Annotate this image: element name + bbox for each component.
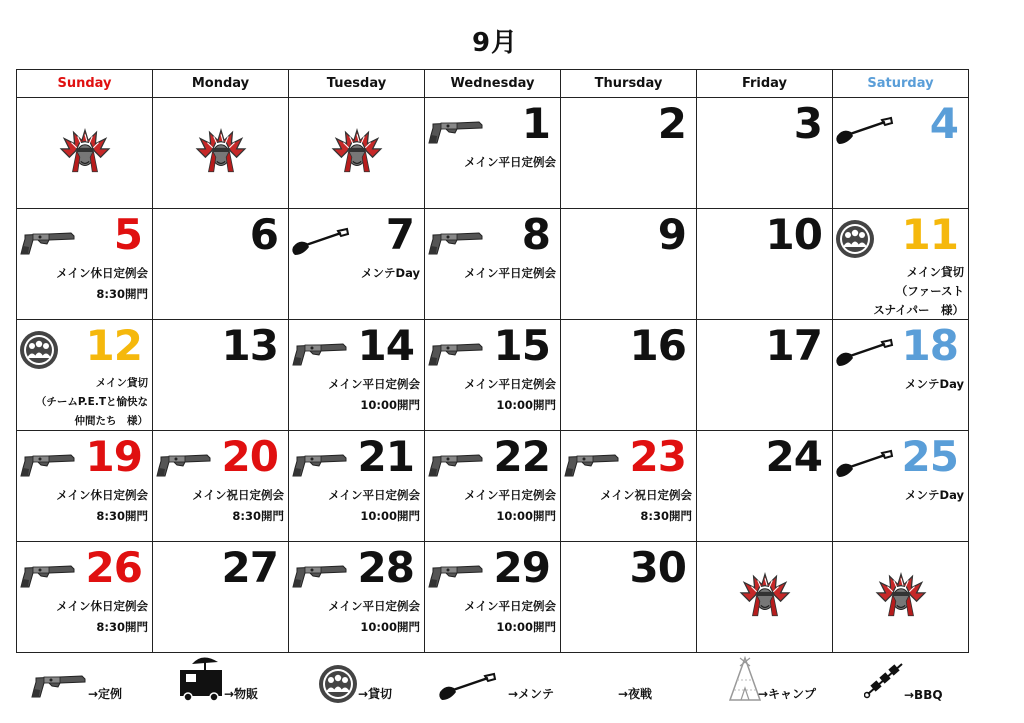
revolver-icon bbox=[563, 449, 623, 479]
weekday-saturday: Saturday bbox=[833, 70, 969, 98]
day-number: 9 bbox=[657, 210, 686, 259]
day-number: 20 bbox=[221, 432, 278, 481]
day-number: 25 bbox=[901, 432, 958, 481]
day-cell-18[interactable] bbox=[833, 320, 969, 431]
event-label: メイン祝日定例会 bbox=[600, 488, 692, 502]
day-number: 24 bbox=[765, 432, 822, 481]
shovel-icon bbox=[291, 227, 351, 257]
chief-headdress-icon bbox=[875, 570, 927, 622]
group-icon bbox=[835, 219, 875, 259]
food-truck-icon bbox=[178, 652, 226, 702]
day-number: 14 bbox=[357, 321, 414, 370]
day-cell-23[interactable] bbox=[561, 431, 697, 542]
day-cell-3[interactable] bbox=[697, 98, 833, 209]
event-label: メイン休日定例会 bbox=[56, 599, 148, 613]
day-cell-8[interactable] bbox=[425, 209, 561, 320]
event-label: メイン平日定例会 bbox=[464, 599, 556, 613]
day-cell-5[interactable] bbox=[17, 209, 153, 320]
week-row bbox=[17, 542, 969, 653]
weekday-thursday: Thursday bbox=[561, 70, 697, 98]
day-number: 16 bbox=[629, 321, 686, 370]
revolver-icon bbox=[427, 116, 487, 146]
weekday-header-row bbox=[17, 70, 969, 98]
day-number: 13 bbox=[221, 321, 278, 370]
event-note: 仲間たち 様） bbox=[74, 415, 148, 427]
revolver-icon bbox=[427, 449, 487, 479]
revolver-icon bbox=[19, 227, 79, 257]
day-cell-12[interactable] bbox=[17, 320, 153, 431]
day-number: 2 bbox=[657, 99, 686, 148]
group-icon bbox=[19, 330, 59, 370]
event-label: メンテDay bbox=[905, 488, 964, 502]
day-cell-empty bbox=[697, 542, 833, 653]
day-cell-19[interactable] bbox=[17, 431, 153, 542]
day-cell-15[interactable] bbox=[425, 320, 561, 431]
day-cell-22[interactable] bbox=[425, 431, 561, 542]
day-number: 5 bbox=[113, 210, 142, 259]
gate-time: 10:00開門 bbox=[360, 509, 420, 523]
event-note: （ファースト bbox=[895, 284, 964, 298]
day-number: 21 bbox=[357, 432, 414, 481]
gate-time: 10:00開門 bbox=[496, 620, 556, 634]
weekday-friday: Friday bbox=[697, 70, 833, 98]
gate-time: 10:00開門 bbox=[360, 620, 420, 634]
group-icon bbox=[318, 664, 358, 704]
day-cell-empty bbox=[833, 542, 969, 653]
event-label: メイン休日定例会 bbox=[56, 488, 148, 502]
legend-charter-label: →貸切 bbox=[358, 687, 393, 701]
event-label: メイン平日定例会 bbox=[464, 488, 556, 502]
revolver-icon bbox=[30, 670, 90, 700]
event-label: メイン平日定例会 bbox=[464, 266, 556, 280]
day-number: 30 bbox=[629, 543, 686, 592]
revolver-icon bbox=[427, 227, 487, 257]
day-cell-10[interactable] bbox=[697, 209, 833, 320]
event-label: メイン祝日定例会 bbox=[192, 488, 284, 502]
weekday-tuesday: Tuesday bbox=[289, 70, 425, 98]
gate-time: 8:30開門 bbox=[96, 509, 148, 523]
revolver-icon bbox=[19, 449, 79, 479]
event-label: メイン平日定例会 bbox=[328, 488, 420, 502]
day-cell-9[interactable] bbox=[561, 209, 697, 320]
chief-headdress-icon bbox=[331, 126, 383, 178]
event-label: メイン休日定例会 bbox=[56, 266, 148, 280]
day-cell-empty bbox=[289, 98, 425, 209]
gate-time: 8:30開門 bbox=[96, 620, 148, 634]
day-number: 19 bbox=[85, 432, 142, 481]
day-number: 22 bbox=[493, 432, 550, 481]
day-cell-26[interactable] bbox=[17, 542, 153, 653]
legend-camp-label: →キャンプ bbox=[758, 687, 817, 701]
gate-time: 8:30開門 bbox=[640, 509, 692, 523]
weekday-wednesday: Wednesday bbox=[425, 70, 561, 98]
day-cell-27[interactable] bbox=[153, 542, 289, 653]
event-label: メイン平日定例会 bbox=[328, 599, 420, 613]
day-number: 8 bbox=[521, 210, 550, 259]
day-number: 10 bbox=[765, 210, 822, 259]
legend-bbq-label: →BBQ bbox=[904, 688, 943, 702]
day-number: 6 bbox=[249, 210, 278, 259]
day-cell-25[interactable] bbox=[833, 431, 969, 542]
chief-headdress-icon bbox=[59, 126, 111, 178]
event-label: メイン平日定例会 bbox=[464, 155, 556, 169]
month-title: 9月 bbox=[471, 28, 519, 58]
revolver-icon bbox=[427, 338, 487, 368]
revolver-icon bbox=[291, 338, 351, 368]
chief-headdress-icon bbox=[739, 570, 791, 622]
day-number: 12 bbox=[85, 321, 142, 370]
day-cell-2[interactable] bbox=[561, 98, 697, 209]
day-cell-empty bbox=[153, 98, 289, 209]
gate-time: 10:00開門 bbox=[496, 398, 556, 412]
event-label: メイン貸切 bbox=[95, 377, 148, 389]
day-number: 29 bbox=[493, 543, 550, 592]
revolver-icon bbox=[291, 560, 351, 590]
revolver-icon bbox=[427, 560, 487, 590]
day-cell-17[interactable] bbox=[697, 320, 833, 431]
revolver-icon bbox=[155, 449, 215, 479]
day-number: 17 bbox=[765, 321, 822, 370]
day-number: 18 bbox=[901, 321, 958, 370]
event-note: スナイパー 様） bbox=[873, 303, 964, 317]
day-number: 15 bbox=[493, 321, 550, 370]
day-number: 7 bbox=[385, 210, 414, 259]
day-cell-11[interactable] bbox=[833, 209, 969, 320]
bbq-skewer-icon bbox=[864, 660, 906, 700]
tent-icon bbox=[728, 656, 762, 704]
week-row bbox=[17, 209, 969, 320]
event-label: メンテDay bbox=[905, 377, 964, 391]
day-number: 26 bbox=[85, 543, 142, 592]
chief-headdress-icon bbox=[195, 126, 247, 178]
gate-time: 8:30開門 bbox=[96, 287, 148, 301]
legend-night-label: →夜戦 bbox=[618, 687, 653, 701]
day-cell-empty bbox=[17, 98, 153, 209]
legend bbox=[0, 652, 1024, 712]
day-number: 4 bbox=[929, 99, 958, 148]
event-label: メイン平日定例会 bbox=[328, 377, 420, 391]
weekday-monday: Monday bbox=[153, 70, 289, 98]
day-cell-20[interactable] bbox=[153, 431, 289, 542]
day-cell-13[interactable] bbox=[153, 320, 289, 431]
shovel-icon bbox=[835, 116, 895, 146]
day-cell-16[interactable] bbox=[561, 320, 697, 431]
day-cell-29[interactable] bbox=[425, 542, 561, 653]
day-cell-14[interactable] bbox=[289, 320, 425, 431]
day-cell-1[interactable] bbox=[425, 98, 561, 209]
day-cell-21[interactable] bbox=[289, 431, 425, 542]
shovel-icon bbox=[835, 449, 895, 479]
gate-time: 10:00開門 bbox=[496, 509, 556, 523]
revolver-icon bbox=[19, 560, 79, 590]
day-number: 27 bbox=[221, 543, 278, 592]
weekday-sunday: Sunday bbox=[17, 70, 153, 98]
revolver-icon bbox=[291, 449, 351, 479]
legend-regular-label: →定例 bbox=[88, 687, 123, 701]
day-number: 3 bbox=[793, 99, 822, 148]
event-label: メイン貸切 bbox=[906, 265, 964, 279]
event-note: （チームP.E.Tと愉快な bbox=[35, 396, 148, 408]
gate-time: 8:30開門 bbox=[232, 509, 284, 523]
day-number: 11 bbox=[901, 210, 958, 259]
week-row bbox=[17, 431, 969, 542]
shovel-icon bbox=[438, 672, 498, 702]
day-cell-6[interactable] bbox=[153, 209, 289, 320]
day-cell-4[interactable] bbox=[833, 98, 969, 209]
day-cell-24[interactable] bbox=[697, 431, 833, 542]
event-label: メイン平日定例会 bbox=[464, 377, 556, 391]
event-label: メンテDay bbox=[361, 266, 420, 280]
day-cell-30[interactable] bbox=[561, 542, 697, 653]
day-cell-7[interactable] bbox=[289, 209, 425, 320]
gate-time: 10:00開門 bbox=[360, 398, 420, 412]
day-number: 1 bbox=[521, 99, 550, 148]
legend-shop-label: →物販 bbox=[224, 687, 259, 701]
legend-maintenance-label: →メンテ bbox=[508, 687, 555, 701]
day-cell-28[interactable] bbox=[289, 542, 425, 653]
shovel-icon bbox=[835, 338, 895, 368]
day-number: 23 bbox=[629, 432, 686, 481]
week-row bbox=[17, 320, 969, 431]
week-row bbox=[17, 98, 969, 209]
calendar-grid bbox=[16, 69, 969, 653]
day-number: 28 bbox=[357, 543, 414, 592]
